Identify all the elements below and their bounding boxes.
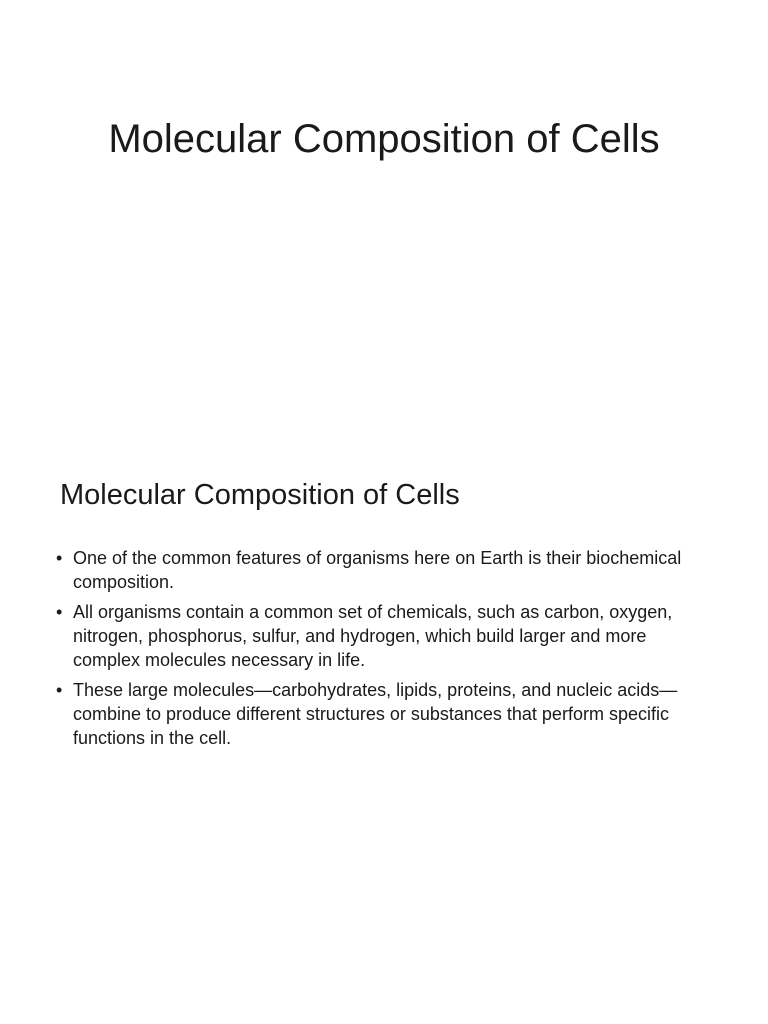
bullet-text: One of the common features of organisms here on Earth is their biochemical composition. (73, 548, 682, 592)
bullet-icon: • (56, 548, 63, 568)
bullet-text: All organisms contain a common set of chemicals, such as carbon, oxygen, nitrogen, phosphorus, sulfur, and hydrogen, which build larger and more complex molecules necessary in life. (73, 602, 673, 670)
bullet-text: These large molecules—carbohydrates, lipids, proteins, and nucleic acids—combine to produce different structures or substances that perform specific functions in the cell. (73, 680, 678, 748)
content-slide (0, 432, 768, 1024)
slide-heading: Molecular Composition of Cells (60, 479, 460, 511)
bullet-icon: • (56, 602, 63, 622)
slide-title: Molecular Composition of Cells (108, 117, 660, 161)
bullet-item (56, 546, 696, 594)
bullet-item (56, 600, 696, 672)
bullet-icon: • (56, 680, 63, 700)
bullet-item (56, 678, 696, 750)
bullet-list (56, 546, 696, 756)
title-slide (0, 0, 768, 432)
